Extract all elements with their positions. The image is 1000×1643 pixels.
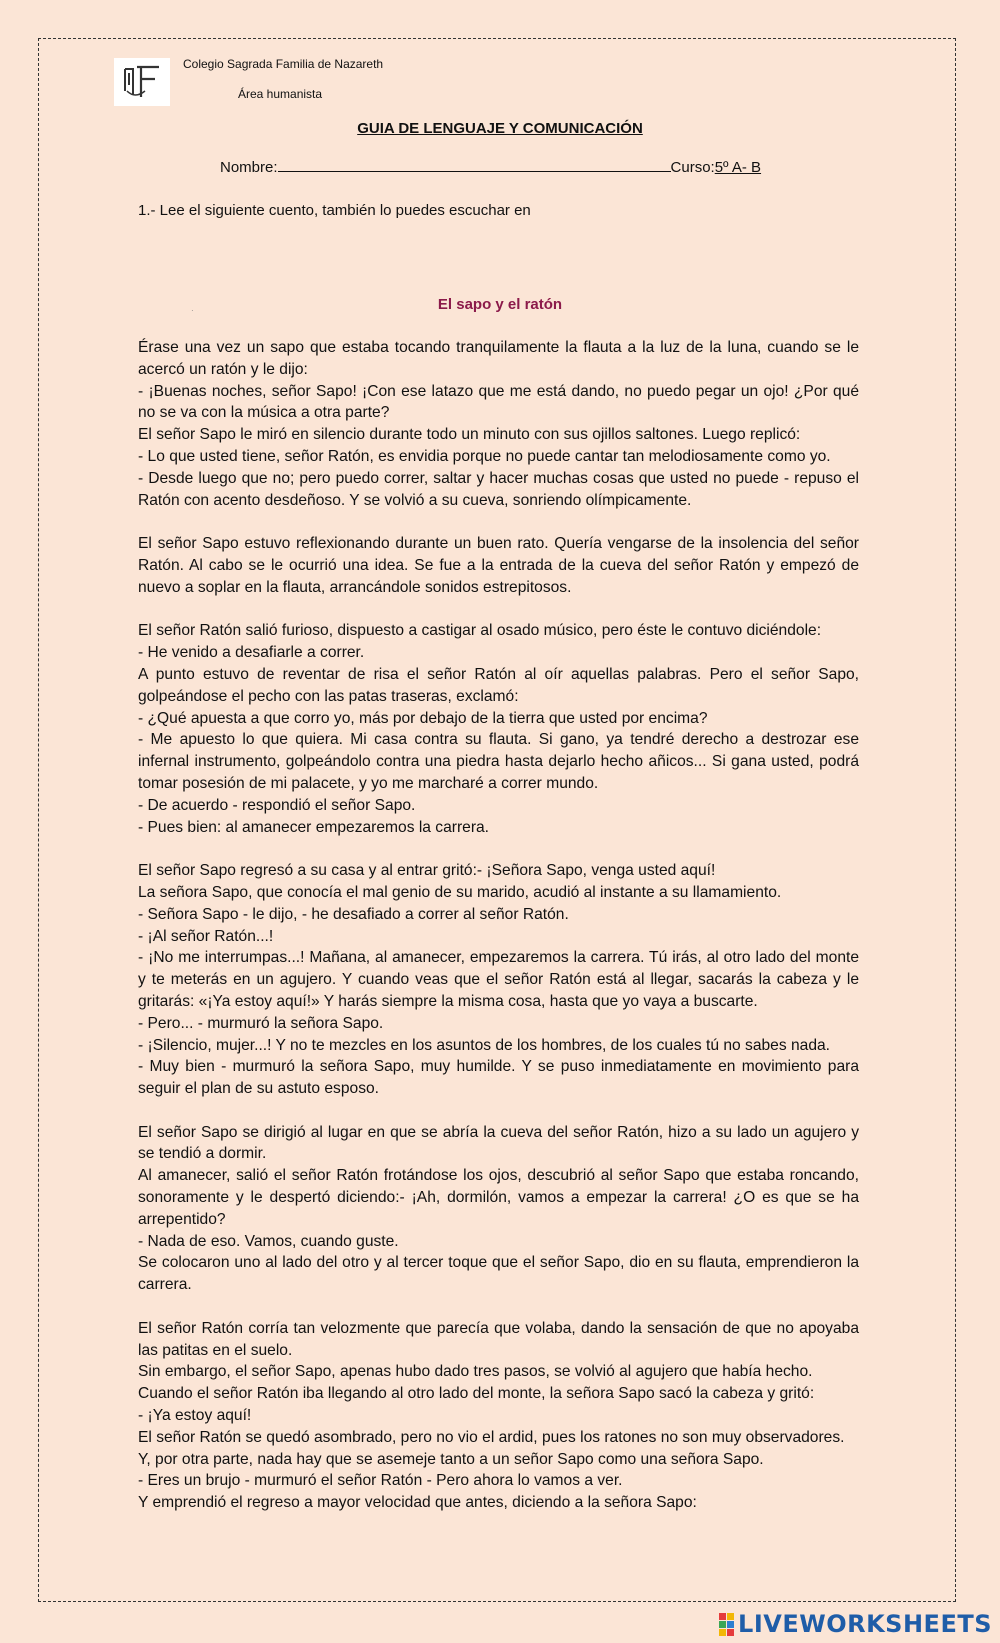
- liveworksheets-watermark: [719, 1609, 992, 1639]
- story-paragraph: El señor Ratón corría tan velozmente que parecía que volaba, dando la sensación de que no apoyaba las patitas en el suelo.: [138, 1319, 859, 1359]
- story-paragraph: - Señora Sapo - le dijo, - he desafiado a correr al señor Ratón.: [138, 905, 569, 923]
- story-paragraph: Cuando el señor Ratón iba llegando al otro lado del monte, la señora Sapo sacó la cabeza y gritó:: [138, 1385, 815, 1403]
- story-paragraph: Y, por otra parte, nada hay que se asemeje tanto a un señor Sapo como una señora Sapo.: [138, 1450, 764, 1468]
- name-field[interactable]: [278, 156, 671, 172]
- story-paragraph: - ¡No me interrumpas...! Mañana, al amanecer, empezaremos la carrera. Tú irás, al otro lado del monte y te meterás en un agujero. Y cuando veas que el señor Ratón está al llegar, sacarás la cabeza y le gritarás: «¡Ya estoy aquí!» Y harás siempre la misma cosa, hasta que yo vaya a buscarte.: [138, 949, 859, 1010]
- story-paragraph: Érase una vez un sapo que estaba tocando tranquilamente la flauta a la luz de la luna, cuando se le acercó un ratón y le dijo:: [138, 339, 859, 378]
- story-paragraph: La señora Sapo, que conocía el mal genio de su marido, acudió al instante a su llamamiento.: [138, 883, 782, 901]
- story-paragraph: A punto estuvo de reventar de risa el señor Ratón al oír aquellas palabras. Pero el señor Sapo, golpeándose el pecho con las patas traseras, exclamó:: [138, 665, 859, 705]
- story-paragraph: - De acuerdo - respondió el señor Sapo.: [138, 796, 416, 814]
- story-paragraph: - ¡Silencio, mujer...! Y no te mezcles en los asuntos de los hombres, de los cuales tú no sabes nada.: [138, 1036, 830, 1054]
- school-logo-icon: [119, 61, 165, 103]
- story-paragraph: - Eres un brujo - murmuró el señor Ratón - Pero ahora lo vamos a ver.: [138, 1472, 623, 1490]
- name-course-line: [220, 156, 761, 176]
- story-paragraph: El señor Sapo le miró en silencio durante todo un minuto con sus ojillos saltones. Luego replicó:: [138, 426, 801, 444]
- name-label: Nombre:: [220, 159, 278, 176]
- story-paragraph: Se colocaron uno al lado del otro y al tercer toque que el señor Sapo, dio en su flauta, emprendieron la carrera.: [138, 1254, 859, 1294]
- decorative-dot: ·: [191, 306, 194, 315]
- story-paragraph: El señor Sapo estuvo reflexionando durante un buen rato. Quería vengarse de la insolencia del señor Ratón. Al cabo se le ocurrió una idea. Se fue a la entrada de la cueva del señor Ratón y empezó de nuevo a soplar en la flauta, arrancándole sonidos estrepitosos.: [138, 535, 859, 596]
- story-paragraph: El señor Sapo regresó a su casa y al entrar gritó:- ¡Señora Sapo, venga usted aquí!: [138, 862, 716, 880]
- story-paragraph: - Desde luego que no; pero puedo correr, saltar y hacer muchas cosas que usted no puede - repuso el Ratón con acento desdeñoso. Y se volvió a su cueva, sonriendo olímpicamente.: [138, 469, 859, 509]
- story-paragraph: - ¡Ya estoy aquí!: [138, 1407, 252, 1425]
- paragraph-gap: [138, 511, 859, 533]
- paragraph-gap: [138, 1296, 859, 1318]
- guide-title: GUIA DE LENGUAJE Y COMUNICACIÓN: [357, 120, 643, 137]
- school-logo: [114, 58, 170, 106]
- course-label: Curso:: [670, 159, 715, 176]
- story-paragraph: - Lo que usted tiene, señor Ratón, es envidia porque no puede cantar tan melodiosamente como yo.: [138, 447, 831, 465]
- paragraph-gap: [138, 838, 859, 860]
- liveworksheets-logo-icon: [719, 1613, 734, 1636]
- story-paragraph: El señor Ratón se quedó asombrado, pero no vio el ardid, pues los ratones no son muy observadores.: [138, 1428, 845, 1446]
- story-paragraph: Sin embargo, el señor Sapo, apenas hubo dado tres pasos, se volvió al agujero que había hecho.: [138, 1363, 813, 1381]
- story-title: El sapo y el ratón: [437, 296, 563, 313]
- school-name: Colegio Sagrada Familia de Nazareth: [183, 57, 384, 71]
- story-paragraph: - Muy bien - murmuró la señora Sapo, muy humilde. Y se puso inmediatamente en movimiento para seguir el plan de su astuto esposo.: [138, 1058, 859, 1098]
- story-paragraph: El señor Ratón salió furioso, dispuesto a castigar al osado músico, pero éste le contuvo diciéndole:: [138, 622, 822, 640]
- paragraph-gap: [138, 599, 859, 621]
- story-paragraph: - Pues bien: al amanecer empezaremos la carrera.: [138, 818, 490, 836]
- story-body: [138, 337, 859, 1514]
- story-paragraph: - ¡Buenas noches, señor Sapo! ¡Con ese latazo que me está dando, no puedo pegar un ojo! ¿Por qué no se va con la música a otra parte?: [138, 382, 859, 422]
- story-paragraph: - He venido a desafiarle a correr.: [138, 644, 365, 662]
- story-paragraph: - Nada de eso. Vamos, cuando guste.: [138, 1232, 399, 1250]
- watermark-text: LIVEWORKSHEETS: [738, 1610, 992, 1638]
- course-value: 5º A- B: [714, 159, 762, 176]
- story-paragraph: - ¿Qué apuesta a que corro yo, más por debajo de la tierra que usted por encima?: [138, 709, 708, 727]
- story-paragraph: Y emprendió el regreso a mayor velocidad que antes, diciendo a la señora Sapo:: [138, 1494, 697, 1512]
- story-paragraph: - Me apuesto lo que quiera. Mi casa contra su flauta. Si gano, ya tendré derecho a destrozar ese infernal instrumento, golpeándolo contra una piedra hasta dejarlo hecho añicos... Si gana usted, podrá tomar posesión de mi palacete, y yo me marcharé a correr mundo.: [138, 731, 859, 792]
- paragraph-gap: [138, 1100, 859, 1122]
- story-paragraph: El señor Sapo se dirigió al lugar en que se abría la cueva del señor Ratón, hizo a su lado un agujero y se tendió a dormir.: [138, 1123, 859, 1163]
- instruction-text: 1.- Lee el siguiente cuento, también lo puedes escuchar en: [138, 202, 531, 219]
- area-name: Área humanista: [238, 87, 323, 101]
- story-paragraph: - ¡Al señor Ratón...!: [138, 927, 274, 945]
- story-paragraph: - Pero... - murmuró la señora Sapo.: [138, 1014, 384, 1032]
- story-paragraph: Al amanecer, salió el señor Ratón frotándose los ojos, descubrió al señor Sapo que estaba roncando, sonoramente y le despertó diciendo:- ¡Ah, dormilón, vamos a empezar la carrera! ¿O es que se ha arrepentido?: [138, 1167, 859, 1228]
